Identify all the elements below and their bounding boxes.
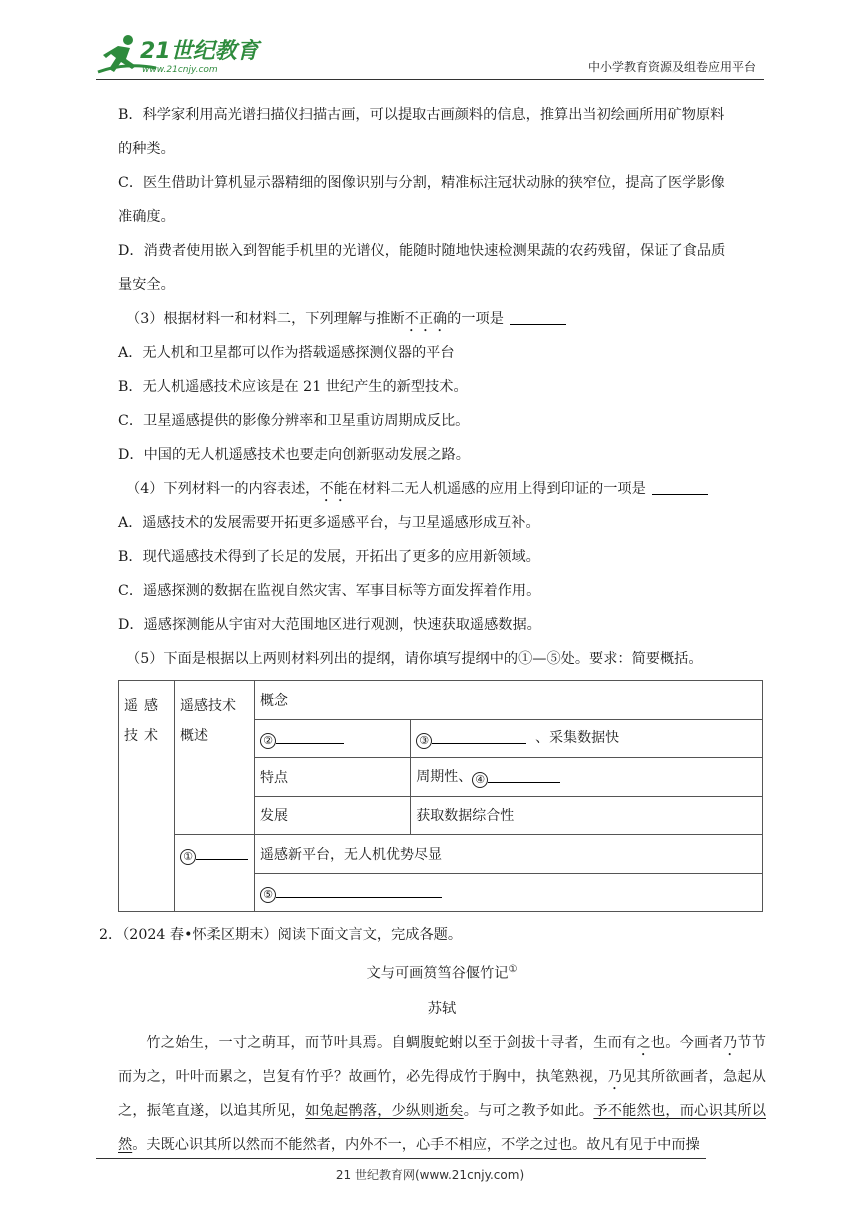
header-platform-name: 中小学教育资源及组卷应用平台 (587, 60, 756, 74)
q1-2-option-d: D．消费者使用嵌入到智能手机里的光谱仪，能随时随地快速检测果蔬的农药残留，保证了食品质 量安全。 (118, 243, 726, 293)
q2-head: 2．（2024 春•怀柔区期末）阅读下面文言文，完成各题。 (99, 927, 463, 943)
outline-new-platform: 遥感新平台，无人机优势尽显 (255, 835, 763, 874)
underlined-sentence: 予不能然也，而心识其所以然 (118, 1102, 766, 1153)
q1-3-option-c: C．卫星遥感提供的影像分辨率和卫星重访周期成反比。 (118, 413, 470, 429)
answer-blank[interactable] (652, 479, 708, 495)
page-header (96, 30, 764, 80)
q1-3-option-d: D．中国的无人机遥感技术也要走向创新驱动发展之路。 (118, 447, 470, 463)
footer-divider (96, 1158, 706, 1159)
site-logo (96, 32, 266, 76)
outline-blank-2[interactable]: ② (255, 719, 411, 758)
q1-3-option-b: B．无人机遥感技术应该是在 21 世纪产生的新型技术。 (118, 379, 468, 395)
outline-col2: 遥感技术概述 (175, 681, 255, 835)
emphasis-text: 不能 (319, 481, 348, 497)
question-content (99, 98, 766, 1162)
footnote-mark: ① (508, 964, 518, 975)
svg-text:21世纪教育: 21世纪教育 (140, 39, 259, 64)
outline-feature: 特点 (255, 758, 411, 797)
passage-title: 文与可画筼筜谷偃竹记① (366, 964, 518, 982)
outline-col1: 遥感技术 (119, 681, 175, 912)
emphasis-text: 不正确 (404, 311, 448, 327)
outline-development: 发展 (255, 796, 411, 835)
passage-paragraph: 竹之始生，一寸之萌耳，而节叶具焉。自蜩腹蛇蚹以至于剑拔十寻者，生而有之也。今画者乃节节而为之，叶叶而累之，岂复有竹乎？故画竹，必先得成竹于胸中，执笔熟视，乃见其所欲画者，急起从之，振笔直遂，以追其所见，如兔起鹘落，少纵则逝矣。与可之教予如此。予不能然也，而心识其所以然。夫既心识其所以然而不能然者，内外不一，心手不相应，不学之过也。故凡有见于中而操 (118, 1034, 766, 1153)
outline-data: 获取数据综合性 (411, 796, 763, 835)
q1-4-option-d: D．遥感探测能从宇宙对大范围地区进行观测，快速获取遥感数据。 (118, 617, 541, 633)
outline-blank-3[interactable]: ③ 、采集数据快 (411, 719, 763, 758)
answer-blank[interactable] (510, 309, 566, 325)
q1-3-option-a: A．无人机和卫星都可以作为搭载遥感探测仪器的平台 (118, 345, 455, 361)
q1-4-option-a: A．遥感技术的发展需要开拓更多遥感平台，与卫星遥感形成互补。 (118, 515, 540, 531)
q1-4-option-b: B．现代遥感技术得到了长足的发展，开拓出了更多的应用新领域。 (118, 549, 540, 565)
q1-4-stem: （4）下列材料一的内容表述，不能在材料二无人机遥感的应用上得到印证的一项是 (118, 472, 766, 506)
q1-4-option-c: C．遥感探测的数据在监视自然灾害、军事目标等方面发挥着作用。 (118, 583, 541, 599)
q1-5-stem: （5）下面是根据以上两则材料列出的提纲，请你填写提纲中的①—⑤处。要求：简要概括。 (126, 651, 703, 667)
page-footer: 21 世纪教育网(www.21cnjy.com) (335, 1168, 525, 1182)
q1-2-option-b: B．科学家利用高光谱扫描仪扫描古画，可以提取古画颜料的信息，推算出当初绘画所用矿物原料 的种类。 (118, 107, 725, 157)
passage-author: 苏轼 (427, 1000, 457, 1017)
outline-concept: 概念 (255, 681, 763, 720)
outline-table (118, 680, 763, 912)
outline-blank-1[interactable]: ① (175, 835, 255, 912)
underlined-sentence: 如兔起鹘落，少纵则逝矣 (305, 1102, 464, 1119)
outline-blank-5[interactable]: ⑤ (255, 873, 763, 912)
q1-3-stem: （3）根据材料一和材料二，下列理解与推断不正确的一项是 (118, 302, 766, 336)
svg-text:www.21cnjy.com: www.21cnjy.com (142, 65, 218, 75)
outline-blank-4[interactable]: 周期性、 ④ (411, 758, 763, 797)
q1-2-option-c: C．医生借助计算机显示器精细的图像识别与分割，精准标注冠状动脉的狭窄位，提高了医学影像 准确度。 (118, 175, 725, 225)
